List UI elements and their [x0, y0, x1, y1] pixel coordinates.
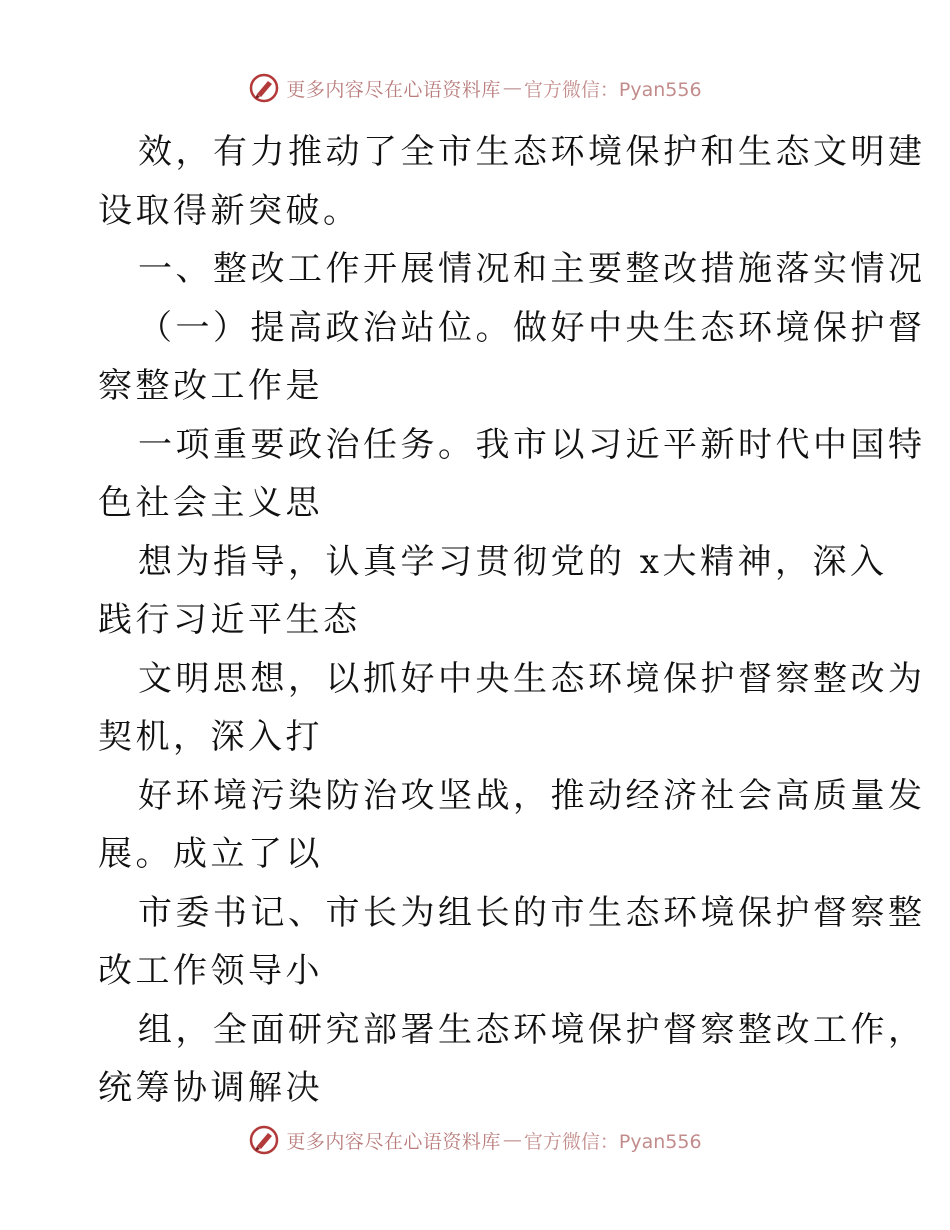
body-text-line: 契机，深入打 [98, 717, 323, 757]
watermark-brand: 更多内容尽在心语资料库 [286, 1130, 501, 1153]
body-text-line: 展。成立了以 [98, 834, 323, 874]
body-text-line: 践行习近平生态 [98, 600, 361, 640]
body-text-line: 色社会主义思 [98, 483, 323, 523]
body-text-line: 设取得新突破。 [98, 190, 361, 231]
body-text-line: 察整改工作是 [98, 366, 323, 406]
pen-nib-logo-icon [248, 72, 280, 104]
body-text-line: 改工作领导小 [98, 951, 323, 991]
pen-nib-logo-icon [248, 1124, 280, 1156]
watermark-separator: — [502, 77, 522, 99]
body-text-line: 组，全面研究部署生态环境保护督察整改工作， [138, 1009, 926, 1050]
watermark-contact: 官方微信：Pyan556 [523, 1130, 702, 1153]
body-text-line: 效，有力推动了全市生态环境保护和生态文明建 [138, 132, 926, 172]
body-text-line: 想为指导，认真学习贯彻党的 x大精神，深入 [138, 541, 888, 582]
footer-watermark [0, 1124, 950, 1156]
body-text-line: 文明思想，以抓好中央生态环境保护督察整改为 [138, 658, 926, 699]
body-text-line: 统筹协调解决 [98, 1068, 323, 1108]
watermark-contact: 官方微信：Pyan556 [523, 78, 702, 101]
watermark-separator: — [502, 1129, 522, 1151]
body-text-line: 一、整改工作开展情况和主要整改措施落实情况 [138, 249, 926, 289]
watermark-brand: 更多内容尽在心语资料库 [286, 78, 501, 101]
body-text-line: 好环境污染防治攻坚战，推动经济社会高质量发 [138, 775, 926, 816]
document-body [98, 123, 926, 1118]
body-text-line: 一项重要政治任务。我市以习近平新时代中国特 [138, 424, 926, 465]
header-watermark [0, 72, 950, 104]
body-text-line: 市委书记、市长为组长的市生态环境保护督察整 [138, 892, 926, 933]
body-text-line: （一）提高政治站位。做好中央生态环境保护督 [138, 307, 926, 348]
